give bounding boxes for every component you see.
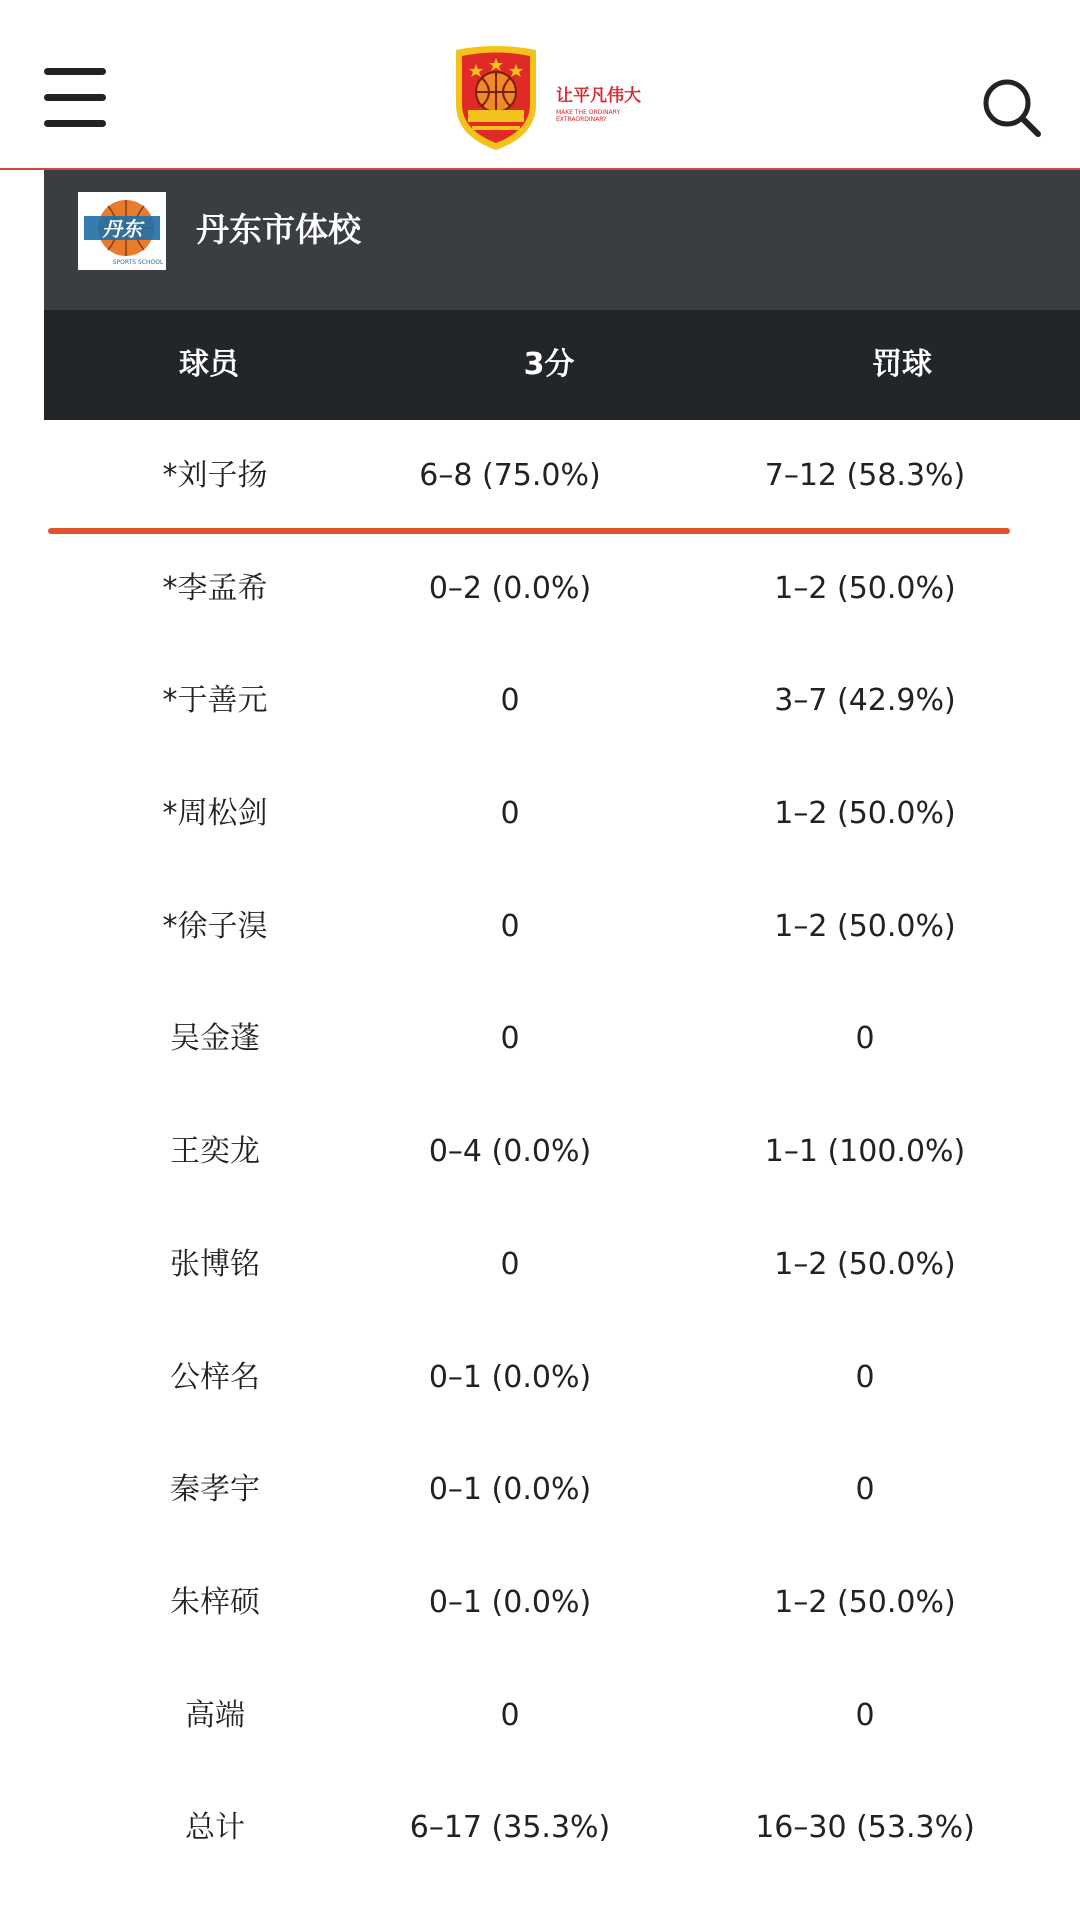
table-row[interactable]	[0, 420, 1080, 533]
free-throw-stat: 1–2 (50.0%)	[774, 570, 956, 606]
free-throw-total: 16–30 (53.3%)	[755, 1810, 975, 1846]
three-point-stat: 0–4 (0.0%)	[428, 1134, 592, 1170]
free-throw-stat: 1–1 (100.0%)	[764, 1134, 966, 1170]
menu-line	[44, 94, 106, 101]
player-name: *于善元	[162, 683, 268, 719]
cba-shield-icon	[446, 44, 546, 152]
free-throw-stat: 3–7 (42.9%)	[774, 683, 956, 719]
three-point-stat: 0	[500, 1021, 520, 1057]
table-row[interactable]	[0, 1660, 1080, 1773]
table-row[interactable]	[0, 983, 1080, 1096]
three-point-stat: 0	[500, 908, 520, 944]
stats-table-body	[0, 420, 1080, 1885]
dandong-sports-school-logo-icon	[78, 192, 166, 270]
table-row[interactable]	[0, 758, 1080, 871]
column-header-three-pointers[interactable]: 3分	[523, 347, 575, 382]
player-name: 高端	[185, 1697, 245, 1733]
team-name: 丹东市体校	[196, 210, 361, 249]
table-row[interactable]	[0, 533, 1080, 646]
search-glyph	[980, 76, 1044, 140]
search-icon[interactable]	[980, 76, 1044, 140]
table-row[interactable]	[0, 871, 1080, 984]
slogan-text: 让平凡伟大	[556, 86, 641, 106]
table-row[interactable]	[0, 1209, 1080, 1322]
menu-line	[44, 68, 106, 75]
free-throw-stat: 0	[855, 1021, 875, 1057]
cba-logo[interactable]	[446, 44, 646, 154]
player-name: *徐子淏	[162, 908, 268, 944]
three-point-stat: 0	[500, 796, 520, 832]
free-throw-stat: 1–2 (50.0%)	[774, 1584, 956, 1620]
menu-line	[44, 120, 106, 127]
table-row[interactable]	[0, 645, 1080, 758]
three-point-stat: 0–1 (0.0%)	[428, 1472, 592, 1508]
player-name: 公梓名	[170, 1359, 260, 1395]
slogan-subtext: MAKE THE ORDINARY EXTRAORDINARY	[556, 109, 621, 123]
free-throw-stat: 7–12 (58.3%)	[764, 458, 966, 493]
team-header	[44, 170, 1080, 310]
table-row[interactable]	[0, 1096, 1080, 1209]
three-point-stat: 6–8 (75.0%)	[419, 458, 601, 493]
table-row[interactable]	[0, 1547, 1080, 1660]
three-point-stat: 0	[500, 1697, 520, 1733]
table-row[interactable]	[0, 1322, 1080, 1435]
total-label: 总计	[185, 1810, 245, 1846]
three-point-total: 6–17 (35.3%)	[409, 1810, 611, 1846]
three-point-stat: 0–1 (0.0%)	[428, 1584, 592, 1620]
table-header	[44, 310, 1080, 420]
three-point-stat: 0–2 (0.0%)	[428, 570, 592, 606]
hamburger-menu-icon[interactable]	[44, 64, 108, 134]
player-name: 王奕龙	[170, 1134, 260, 1170]
row-highlight-underline	[48, 528, 1010, 534]
player-name: 朱梓硕	[170, 1584, 260, 1620]
column-header-free-throws[interactable]: 罚球	[872, 347, 932, 382]
free-throw-stat: 0	[855, 1472, 875, 1508]
svg-text:丹东: 丹东	[102, 217, 142, 241]
player-name: 吴金蓬	[170, 1021, 260, 1057]
three-point-stat: 0–1 (0.0%)	[428, 1359, 592, 1395]
player-name: *刘子扬	[162, 458, 268, 493]
free-throw-stat: 0	[855, 1697, 875, 1733]
player-name: 秦孝宇	[170, 1472, 260, 1508]
svg-text:SPORTS SCHOOL: SPORTS SCHOOL	[112, 259, 164, 266]
three-point-stat: 0	[500, 1246, 520, 1282]
free-throw-stat: 1–2 (50.0%)	[774, 796, 956, 832]
free-throw-stat: 0	[855, 1359, 875, 1395]
top-navigation-bar	[0, 0, 1080, 170]
table-row[interactable]	[0, 1434, 1080, 1547]
column-header-player[interactable]: 球员	[179, 347, 239, 382]
player-name: *周松剑	[162, 796, 268, 832]
table-row-total[interactable]	[0, 1772, 1080, 1885]
three-point-stat: 0	[500, 683, 520, 719]
team-logo	[78, 192, 166, 270]
player-name: *李孟希	[162, 570, 268, 606]
free-throw-stat: 1–2 (50.0%)	[774, 908, 956, 944]
player-name: 张博铭	[170, 1246, 260, 1282]
free-throw-stat: 1–2 (50.0%)	[774, 1246, 956, 1282]
